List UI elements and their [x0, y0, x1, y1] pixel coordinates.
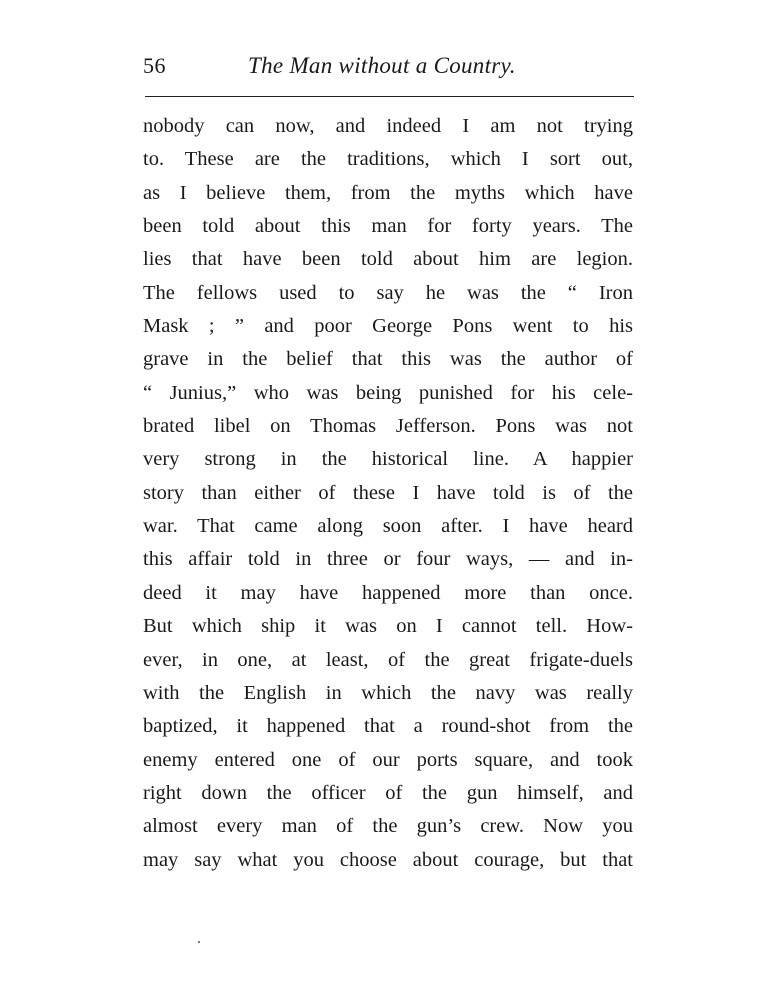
text-line: The fellows used to say he was the “ Iron	[143, 281, 633, 304]
text-line: ever, in one, at least, of the great frigate-duels	[143, 648, 633, 671]
text-line: lies that have been told about him are legion.	[143, 248, 633, 271]
text-line: been told about this man for forty years. The	[143, 215, 633, 238]
text-line: But which ship it was on I cannot tell. How-	[143, 615, 633, 638]
text-line: nobody can now, and indeed I am not trying	[143, 115, 633, 137]
text-line: enemy entered one of our ports square, and took	[143, 748, 633, 771]
running-title: The Man without a Country.	[248, 53, 516, 78]
text-line: very strong in the historical line. A happier	[143, 448, 633, 471]
text-line: deed it may have happened more than once.	[143, 581, 633, 604]
text-line: story than either of these I have told is of the	[143, 481, 633, 504]
text-line: “ Junius,” who was being punished for his cele-	[143, 381, 633, 404]
text-line: right down the officer of the gun himself, and	[143, 781, 633, 804]
body-text	[143, 110, 633, 877]
text-line: may say what you choose about courage, but that	[143, 848, 633, 871]
text-line: war. That came along soon after. I have heard	[143, 515, 633, 538]
text-line: as I believe them, from the myths which have	[143, 181, 633, 204]
text-line: grave in the belief that this was the author of	[143, 348, 633, 371]
page-number: 56	[143, 53, 166, 78]
text-line: with the English in which the navy was really	[143, 681, 633, 704]
text-line: to. These are the traditions, which I sort out,	[143, 148, 633, 171]
running-head	[143, 52, 635, 84]
text-line: Mask ; ” and poor George Pons went to his	[143, 315, 633, 338]
text-line: baptized, it happened that a round-shot from the	[143, 715, 633, 738]
paper-speck	[198, 941, 200, 943]
text-line: this affair told in three or four ways, — and in-	[143, 548, 633, 571]
text-line: almost every man of the gun’s crew. Now you	[143, 815, 633, 838]
header-rule	[145, 96, 634, 97]
text-line: brated libel on Thomas Jefferson. Pons was not	[143, 415, 633, 438]
